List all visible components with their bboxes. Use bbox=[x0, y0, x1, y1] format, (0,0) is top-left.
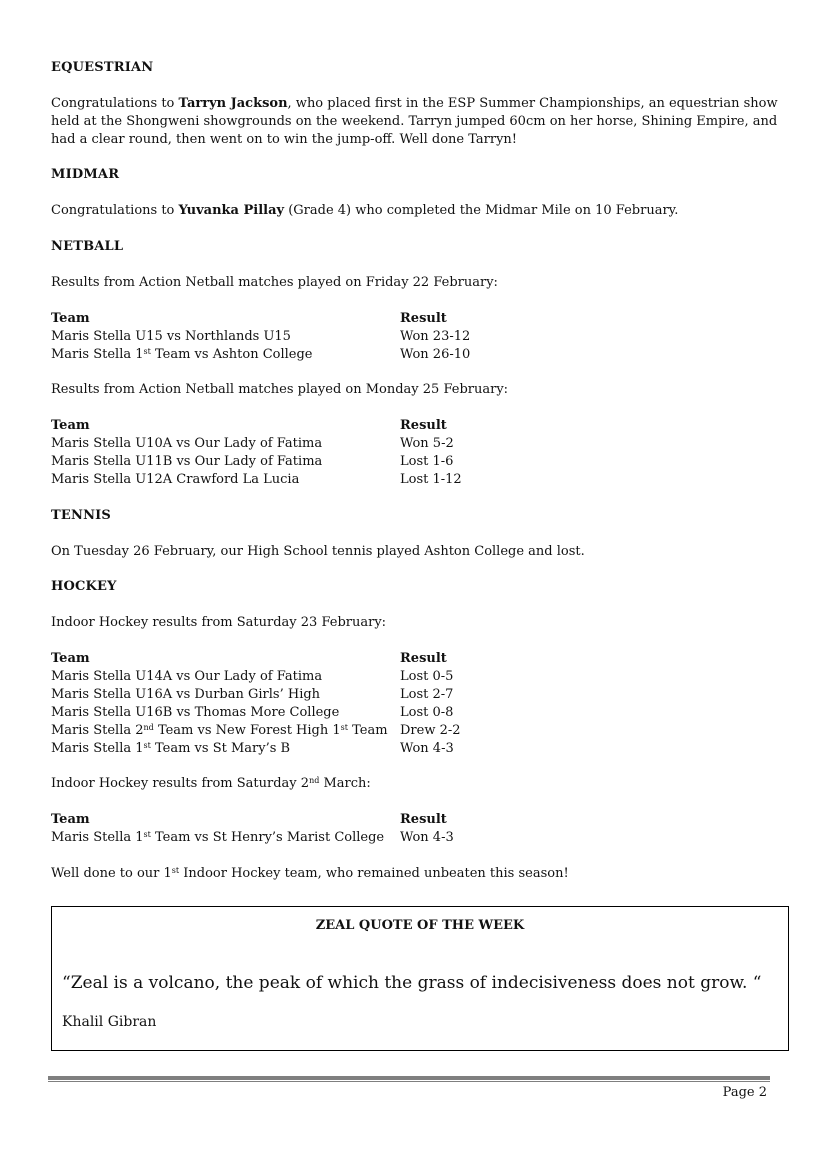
team-cell bbox=[51, 829, 384, 847]
column-header-team: Team bbox=[51, 812, 90, 827]
quote-box bbox=[51, 906, 789, 1051]
equestrian-paragraph bbox=[51, 95, 791, 149]
result-cell: Lost 1-6 bbox=[400, 454, 454, 469]
result-cell: Won 5-2 bbox=[400, 436, 454, 451]
table-row bbox=[51, 668, 791, 686]
table-row bbox=[51, 346, 791, 364]
table-row bbox=[51, 740, 791, 758]
netball-intro-2: Results from Action Netball matches played on Monday 25 February: bbox=[51, 382, 509, 397]
equestrian-name: Tarryn Jackson bbox=[178, 96, 288, 111]
ordinal-suffix: st bbox=[340, 723, 348, 732]
intro-text: March: bbox=[319, 776, 371, 791]
team-text: Maris Stella 1 bbox=[51, 830, 144, 845]
result-cell: Lost 0-5 bbox=[400, 669, 454, 684]
team-text: Maris Stella 2 bbox=[51, 723, 144, 738]
ordinal-suffix: st bbox=[143, 347, 151, 356]
team-cell bbox=[51, 740, 290, 758]
hockey-results-table-2 bbox=[51, 811, 791, 847]
result-cell: Won 4-3 bbox=[400, 741, 454, 756]
netball-results-table-2 bbox=[51, 417, 791, 489]
ordinal-suffix: st bbox=[143, 830, 151, 839]
equestrian-heading: EQUESTRIAN bbox=[51, 60, 154, 75]
tennis-paragraph: On Tuesday 26 February, our High School tennis played Ashton College and lost. bbox=[51, 544, 585, 559]
netball-heading: NETBALL bbox=[51, 239, 124, 254]
midmar-heading: MIDMAR bbox=[51, 167, 120, 182]
column-header-team: Team bbox=[51, 651, 90, 666]
ordinal-suffix: st bbox=[143, 741, 151, 750]
team-text: Team vs New Forest High 1 bbox=[153, 723, 341, 738]
netball-results-table-1 bbox=[51, 310, 791, 364]
hockey-closing bbox=[51, 865, 791, 883]
result-cell: Lost 0-8 bbox=[400, 705, 454, 720]
team-cell bbox=[51, 346, 313, 364]
table-row bbox=[51, 829, 791, 847]
column-header-team: Team bbox=[51, 311, 90, 326]
table-header bbox=[51, 811, 791, 829]
result-cell: Won 26-10 bbox=[400, 347, 471, 362]
team-cell bbox=[51, 722, 388, 740]
team-cell: Maris Stella U15 vs Northlands U15 bbox=[51, 329, 291, 344]
team-cell: Maris Stella U12A Crawford La Lucia bbox=[51, 472, 300, 487]
hockey-intro-1: Indoor Hockey results from Saturday 23 February: bbox=[51, 615, 387, 630]
ordinal-suffix: st bbox=[171, 866, 180, 875]
table-header bbox=[51, 417, 791, 435]
footer-rule-thin bbox=[48, 1081, 770, 1082]
intro-text: Indoor Hockey results from Saturday 2 bbox=[51, 776, 310, 791]
team-cell: Maris Stella U14A vs Our Lady of Fatima bbox=[51, 669, 323, 684]
table-row bbox=[51, 435, 791, 453]
team-cell: Maris Stella U16B vs Thomas More College bbox=[51, 705, 340, 720]
table-row bbox=[51, 471, 791, 489]
column-header-result: Result bbox=[400, 812, 447, 827]
tennis-heading: TENNIS bbox=[51, 508, 112, 523]
footer-rule-thick bbox=[48, 1076, 770, 1080]
team-text: Team vs St Henry’s Marist College bbox=[150, 830, 385, 845]
netball-intro-1: Results from Action Netball matches played on Friday 22 February: bbox=[51, 275, 498, 290]
result-cell: Lost 1-12 bbox=[400, 472, 462, 487]
team-text: Team bbox=[347, 723, 388, 738]
team-cell: Maris Stella U16A vs Durban Girls’ High bbox=[51, 687, 321, 702]
table-row bbox=[51, 453, 791, 471]
result-cell: Lost 2-7 bbox=[400, 687, 454, 702]
quote-text: “Zeal is a volcano, the peak of which the grass of indecisiveness does not grow. “ bbox=[62, 973, 762, 993]
team-text: Team vs St Mary’s B bbox=[150, 741, 291, 756]
team-text: Team vs Ashton College bbox=[150, 347, 313, 362]
team-text: Maris Stella 1 bbox=[51, 347, 144, 362]
team-text: Maris Stella 1 bbox=[51, 741, 144, 756]
table-header bbox=[51, 310, 791, 328]
table-row bbox=[51, 722, 791, 740]
midmar-paragraph bbox=[51, 202, 791, 220]
page-number: Page 2 bbox=[722, 1085, 767, 1100]
team-cell: Maris Stella U11B vs Our Lady of Fatima bbox=[51, 454, 323, 469]
hockey-results-table-1 bbox=[51, 650, 791, 758]
hockey-intro-2 bbox=[51, 775, 791, 793]
midmar-name: Yuvanka Pillay bbox=[178, 203, 285, 218]
closing-text: Indoor Hockey team, who remained unbeaten this season! bbox=[179, 866, 569, 881]
ordinal-suffix: nd bbox=[143, 723, 154, 732]
result-cell: Won 23-12 bbox=[400, 329, 471, 344]
quote-title: ZEAL QUOTE OF THE WEEK bbox=[315, 918, 525, 933]
table-row bbox=[51, 686, 791, 704]
result-cell: Drew 2-2 bbox=[400, 723, 461, 738]
equestrian-intro: Congratulations to bbox=[51, 96, 179, 111]
midmar-intro: Congratulations to bbox=[51, 203, 179, 218]
closing-text: Well done to our 1 bbox=[51, 866, 172, 881]
equestrian-line1-rest: , who placed first in the ESP Summer Championships, an equestrian show bbox=[287, 96, 778, 111]
column-header-result: Result bbox=[400, 311, 447, 326]
table-row bbox=[51, 704, 791, 722]
table-header bbox=[51, 650, 791, 668]
quote-author: Khalil Gibran bbox=[62, 1014, 157, 1030]
column-header-team: Team bbox=[51, 418, 90, 433]
column-header-result: Result bbox=[400, 418, 447, 433]
ordinal-suffix: nd bbox=[309, 776, 320, 785]
table-row bbox=[51, 328, 791, 346]
hockey-heading: HOCKEY bbox=[51, 579, 117, 594]
equestrian-line2: held at the Shongweni showgrounds on the weekend. Tarryn jumped 60cm on her horse, Shining Empire, and bbox=[51, 114, 778, 129]
team-cell: Maris Stella U10A vs Our Lady of Fatima bbox=[51, 436, 323, 451]
midmar-rest: (Grade 4) who completed the Midmar Mile on 10 February. bbox=[284, 203, 679, 218]
column-header-result: Result bbox=[400, 651, 447, 666]
result-cell: Won 4-3 bbox=[400, 830, 454, 845]
equestrian-line3: had a clear round, then went on to win the jump-off. Well done Tarryn! bbox=[51, 132, 518, 147]
